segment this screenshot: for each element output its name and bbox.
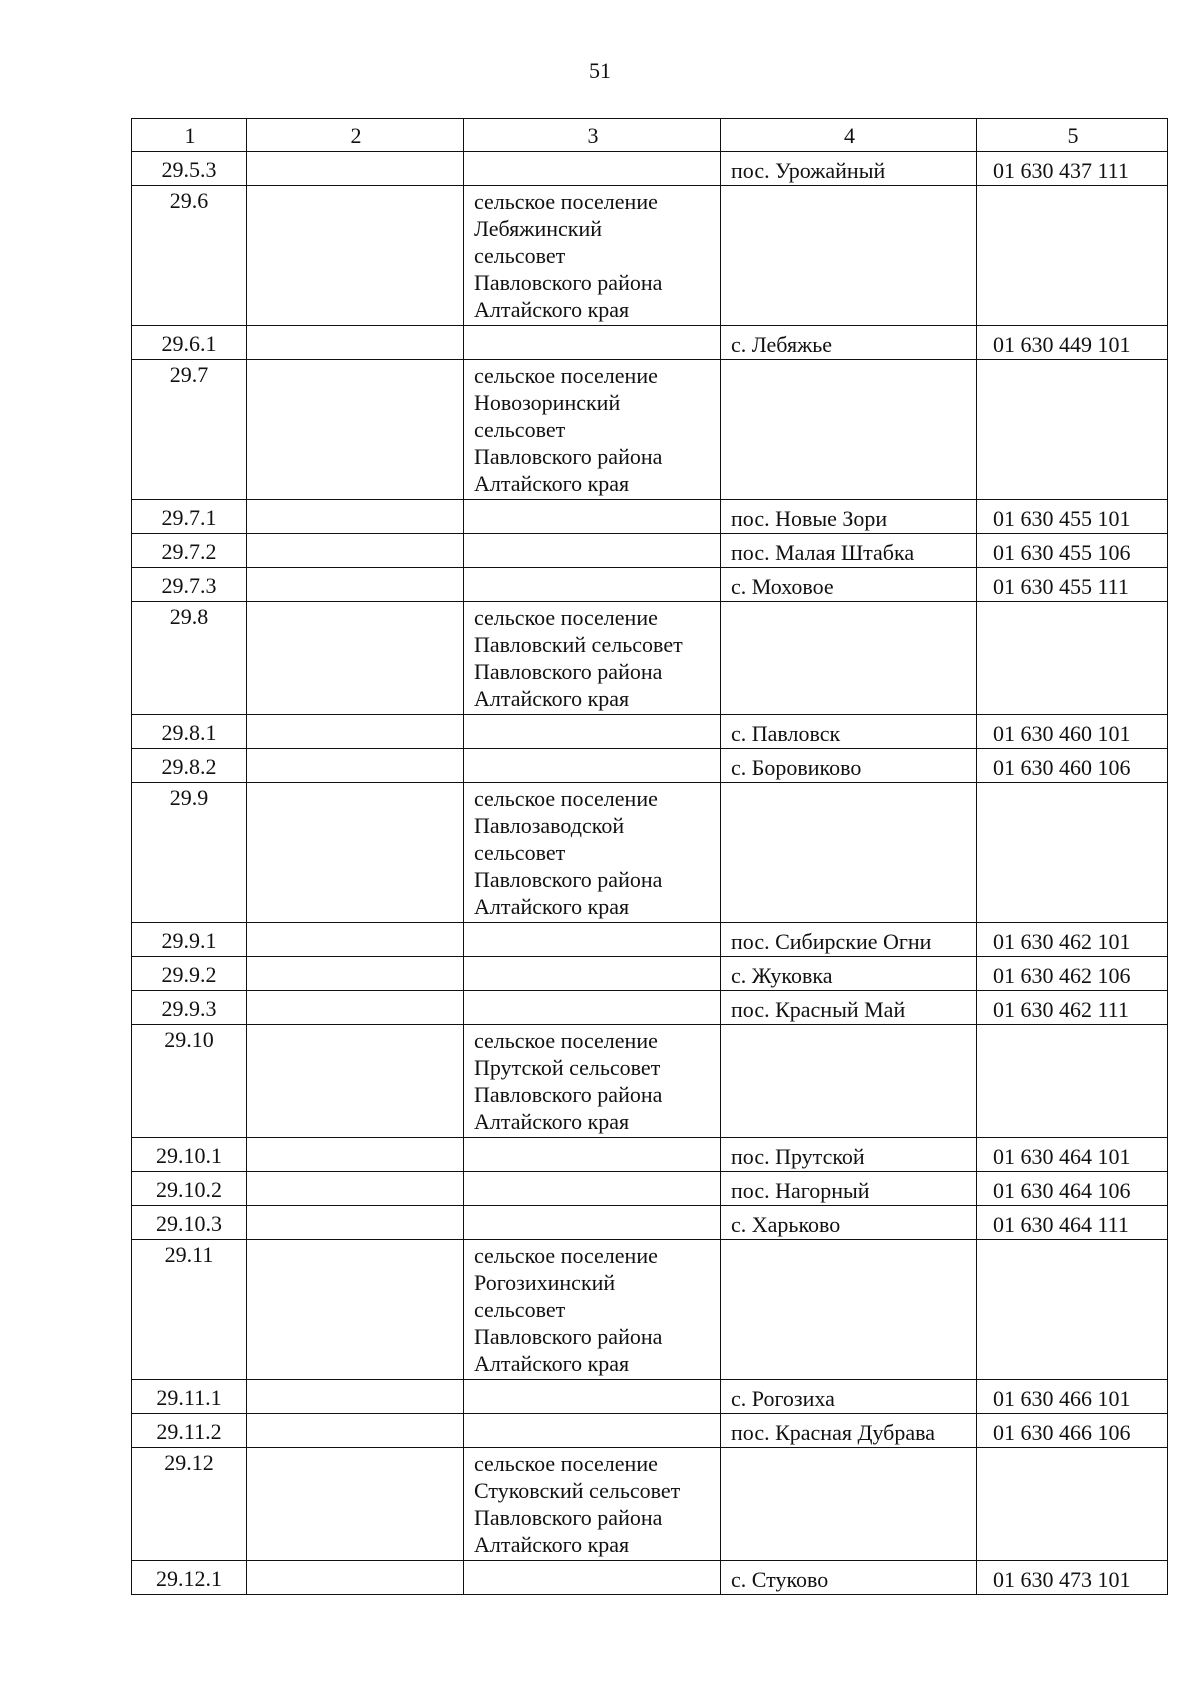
oktmo-code-cell <box>977 1025 1168 1138</box>
empty-cell <box>247 923 464 957</box>
row-code-cell: 29.6.1 <box>132 326 247 360</box>
oktmo-code-cell <box>977 1240 1168 1380</box>
oktmo-code-cell <box>977 1448 1168 1561</box>
row-code-cell: 29.12.1 <box>132 1561 247 1595</box>
municipality-line: Павловский сельсовет <box>474 632 683 657</box>
row-code-cell: 29.9.1 <box>132 923 247 957</box>
row-code-cell: 29.10.2 <box>132 1172 247 1206</box>
empty-cell <box>247 1561 464 1595</box>
empty-cell <box>247 360 464 500</box>
row-code-cell: 29.8.1 <box>132 715 247 749</box>
municipality-cell <box>464 1414 721 1448</box>
municipality-cell <box>464 602 721 715</box>
municipality-line: Алтайского края <box>474 1351 630 1376</box>
row-code-cell: 29.11 <box>132 1240 247 1380</box>
municipality-cell <box>464 715 721 749</box>
municipality-cell <box>464 923 721 957</box>
municipality-line: Лебяжинский <box>474 216 603 241</box>
empty-cell <box>247 1380 464 1414</box>
municipality-line: Алтайского края <box>474 686 630 711</box>
municipality-line: Алтайского края <box>474 297 630 322</box>
settlement-name-cell <box>721 186 977 326</box>
municipality-cell <box>464 568 721 602</box>
table-row <box>132 715 1168 749</box>
table-row <box>132 602 1168 715</box>
municipality-cell <box>464 1240 721 1380</box>
header-cell: 4 <box>721 119 977 152</box>
municipality-line: сельское поселение <box>474 363 658 388</box>
table-row <box>132 1414 1168 1448</box>
municipality-line: Алтайского края <box>474 1532 630 1557</box>
empty-cell <box>247 1206 464 1240</box>
municipality-cell <box>464 1138 721 1172</box>
empty-cell <box>247 991 464 1025</box>
settlement-name-cell: с. Харьково <box>721 1206 977 1240</box>
table-row <box>132 923 1168 957</box>
table-row <box>132 1172 1168 1206</box>
municipality-cell <box>464 783 721 923</box>
municipality-line: Павловского района <box>474 270 663 295</box>
oktmo-code-cell: 01 630 473 101 <box>977 1561 1168 1595</box>
oktmo-code-cell: 01 630 462 106 <box>977 957 1168 991</box>
empty-cell <box>247 534 464 568</box>
empty-cell <box>247 568 464 602</box>
table-row <box>132 957 1168 991</box>
municipality-line: Стуковский сельсовет <box>474 1478 681 1503</box>
row-code-cell: 29.7.3 <box>132 568 247 602</box>
municipality-line: Павловского района <box>474 1505 663 1530</box>
oktmo-code-cell <box>977 783 1168 923</box>
settlement-name-cell <box>721 1448 977 1561</box>
oktmo-code-cell <box>977 360 1168 500</box>
municipality-cell <box>464 957 721 991</box>
municipality-line: Прутской сельсовет <box>474 1055 661 1080</box>
header-cell: 3 <box>464 119 721 152</box>
oktmo-code-cell: 01 630 464 111 <box>977 1206 1168 1240</box>
municipality-cell <box>464 360 721 500</box>
empty-cell <box>247 783 464 923</box>
oktmo-code-cell: 01 630 466 106 <box>977 1414 1168 1448</box>
table-row <box>132 568 1168 602</box>
oktmo-code-cell: 01 630 455 101 <box>977 500 1168 534</box>
oktmo-code-cell: 01 630 462 101 <box>977 923 1168 957</box>
settlement-name-cell: пос. Урожайный <box>721 152 977 186</box>
table-row <box>132 326 1168 360</box>
municipality-cell <box>464 1206 721 1240</box>
municipality-cell <box>464 991 721 1025</box>
row-code-cell: 29.9.2 <box>132 957 247 991</box>
table-body <box>132 152 1168 1595</box>
row-code-cell: 29.11.1 <box>132 1380 247 1414</box>
page-number: 51 <box>589 58 611 83</box>
row-code-cell: 29.7 <box>132 360 247 500</box>
settlement-name-cell <box>721 1025 977 1138</box>
municipality-line: Рогозихинский <box>474 1270 616 1295</box>
municipality-cell <box>464 1448 721 1561</box>
empty-cell <box>247 715 464 749</box>
oktmo-code-cell: 01 630 464 101 <box>977 1138 1168 1172</box>
settlement-name-cell: пос. Сибирские Огни <box>721 923 977 957</box>
municipality-line: сельсовет <box>474 243 566 268</box>
table-row <box>132 991 1168 1025</box>
empty-cell <box>247 1025 464 1138</box>
oktmo-code-cell: 01 630 466 101 <box>977 1380 1168 1414</box>
row-code-cell: 29.7.1 <box>132 500 247 534</box>
municipality-cell <box>464 1380 721 1414</box>
oktmo-code-cell: 01 630 460 106 <box>977 749 1168 783</box>
table-row <box>132 749 1168 783</box>
row-code-cell: 29.10.3 <box>132 1206 247 1240</box>
table-row <box>132 1380 1168 1414</box>
oktmo-code-cell <box>977 602 1168 715</box>
empty-cell <box>247 602 464 715</box>
municipality-cell <box>464 152 721 186</box>
municipality-cell <box>464 1025 721 1138</box>
municipality-cell <box>464 534 721 568</box>
table-row <box>132 186 1168 326</box>
row-code-cell: 29.8.2 <box>132 749 247 783</box>
empty-cell <box>247 152 464 186</box>
settlement-name-cell <box>721 783 977 923</box>
settlement-name-cell: с. Стуково <box>721 1561 977 1595</box>
row-code-cell: 29.11.2 <box>132 1414 247 1448</box>
row-code-cell: 29.9.3 <box>132 991 247 1025</box>
empty-cell <box>247 1414 464 1448</box>
oktmo-code-cell: 01 630 455 106 <box>977 534 1168 568</box>
row-code-cell: 29.9 <box>132 783 247 923</box>
header-cell: 1 <box>132 119 247 152</box>
municipality-line: сельское поселение <box>474 786 658 811</box>
row-code-cell: 29.10.1 <box>132 1138 247 1172</box>
table-row <box>132 500 1168 534</box>
empty-cell <box>247 1172 464 1206</box>
table-row <box>132 1240 1168 1380</box>
table-row <box>132 152 1168 186</box>
settlement-name-cell <box>721 602 977 715</box>
empty-cell <box>247 749 464 783</box>
settlement-name-cell <box>721 1240 977 1380</box>
municipality-line: сельское поселение <box>474 1028 658 1053</box>
row-code-cell: 29.7.2 <box>132 534 247 568</box>
municipality-cell <box>464 326 721 360</box>
empty-cell <box>247 1138 464 1172</box>
empty-cell <box>247 1240 464 1380</box>
table-row <box>132 1025 1168 1138</box>
settlement-name-cell: с. Моховое <box>721 568 977 602</box>
row-code-cell: 29.10 <box>132 1025 247 1138</box>
empty-cell <box>247 186 464 326</box>
municipality-cell <box>464 1561 721 1595</box>
settlement-name-cell: с. Рогозиха <box>721 1380 977 1414</box>
municipality-line: Павловского района <box>474 1082 663 1107</box>
municipality-line: Павловского района <box>474 659 663 684</box>
empty-cell <box>247 326 464 360</box>
empty-cell <box>247 957 464 991</box>
municipality-line: Павловского района <box>474 867 663 892</box>
table-row <box>132 534 1168 568</box>
municipality-line: сельское поселение <box>474 1243 658 1268</box>
table-row <box>132 1561 1168 1595</box>
settlement-name-cell: с. Боровиково <box>721 749 977 783</box>
municipality-line: Павловского района <box>474 444 663 469</box>
municipality-line: сельское поселение <box>474 1451 658 1476</box>
oktmo-code-cell: 01 630 437 111 <box>977 152 1168 186</box>
table-row <box>132 1448 1168 1561</box>
settlement-name-cell: с. Лебяжье <box>721 326 977 360</box>
settlement-name-cell: пос. Нагорный <box>721 1172 977 1206</box>
oktmo-code-cell <box>977 186 1168 326</box>
header-cell: 2 <box>247 119 464 152</box>
header-cell: 5 <box>977 119 1168 152</box>
municipality-line: сельсовет <box>474 1297 566 1322</box>
oktmo-code-cell: 01 630 460 101 <box>977 715 1168 749</box>
municipality-line: Новозоринский <box>474 390 621 415</box>
municipality-line: Павловского района <box>474 1324 663 1349</box>
row-code-cell: 29.6 <box>132 186 247 326</box>
municipality-line: сельсовет <box>474 840 566 865</box>
table-row <box>132 783 1168 923</box>
row-code-cell: 29.8 <box>132 602 247 715</box>
settlement-name-cell: пос. Прутской <box>721 1138 977 1172</box>
empty-cell <box>247 1448 464 1561</box>
municipality-cell <box>464 1172 721 1206</box>
settlement-name-cell: пос. Красная Дубрава <box>721 1414 977 1448</box>
table-row <box>132 1206 1168 1240</box>
municipality-line: Алтайского края <box>474 894 630 919</box>
municipality-line: Павлозаводской <box>474 813 625 838</box>
settlement-name-cell: пос. Малая Штабка <box>721 534 977 568</box>
settlements-table <box>131 118 1168 1595</box>
settlement-name-cell: с. Павловск <box>721 715 977 749</box>
table-row <box>132 360 1168 500</box>
oktmo-code-cell: 01 630 455 111 <box>977 568 1168 602</box>
municipality-line: Алтайского края <box>474 1109 630 1134</box>
municipality-cell <box>464 500 721 534</box>
municipality-cell <box>464 749 721 783</box>
row-code-cell: 29.5.3 <box>132 152 247 186</box>
settlement-name-cell: пос. Новые Зори <box>721 500 977 534</box>
oktmo-code-cell: 01 630 464 106 <box>977 1172 1168 1206</box>
header-row <box>132 119 1168 152</box>
settlement-name-cell: с. Жуковка <box>721 957 977 991</box>
table-row <box>132 1138 1168 1172</box>
oktmo-code-cell: 01 630 449 101 <box>977 326 1168 360</box>
municipality-line: сельское поселение <box>474 605 658 630</box>
settlement-name-cell: пос. Красный Май <box>721 991 977 1025</box>
settlement-name-cell <box>721 360 977 500</box>
municipality-line: Алтайского края <box>474 471 630 496</box>
row-code-cell: 29.12 <box>132 1448 247 1561</box>
municipality-line: сельсовет <box>474 417 566 442</box>
municipality-cell <box>464 186 721 326</box>
empty-cell <box>247 500 464 534</box>
municipality-line: сельское поселение <box>474 189 658 214</box>
oktmo-code-cell: 01 630 462 111 <box>977 991 1168 1025</box>
